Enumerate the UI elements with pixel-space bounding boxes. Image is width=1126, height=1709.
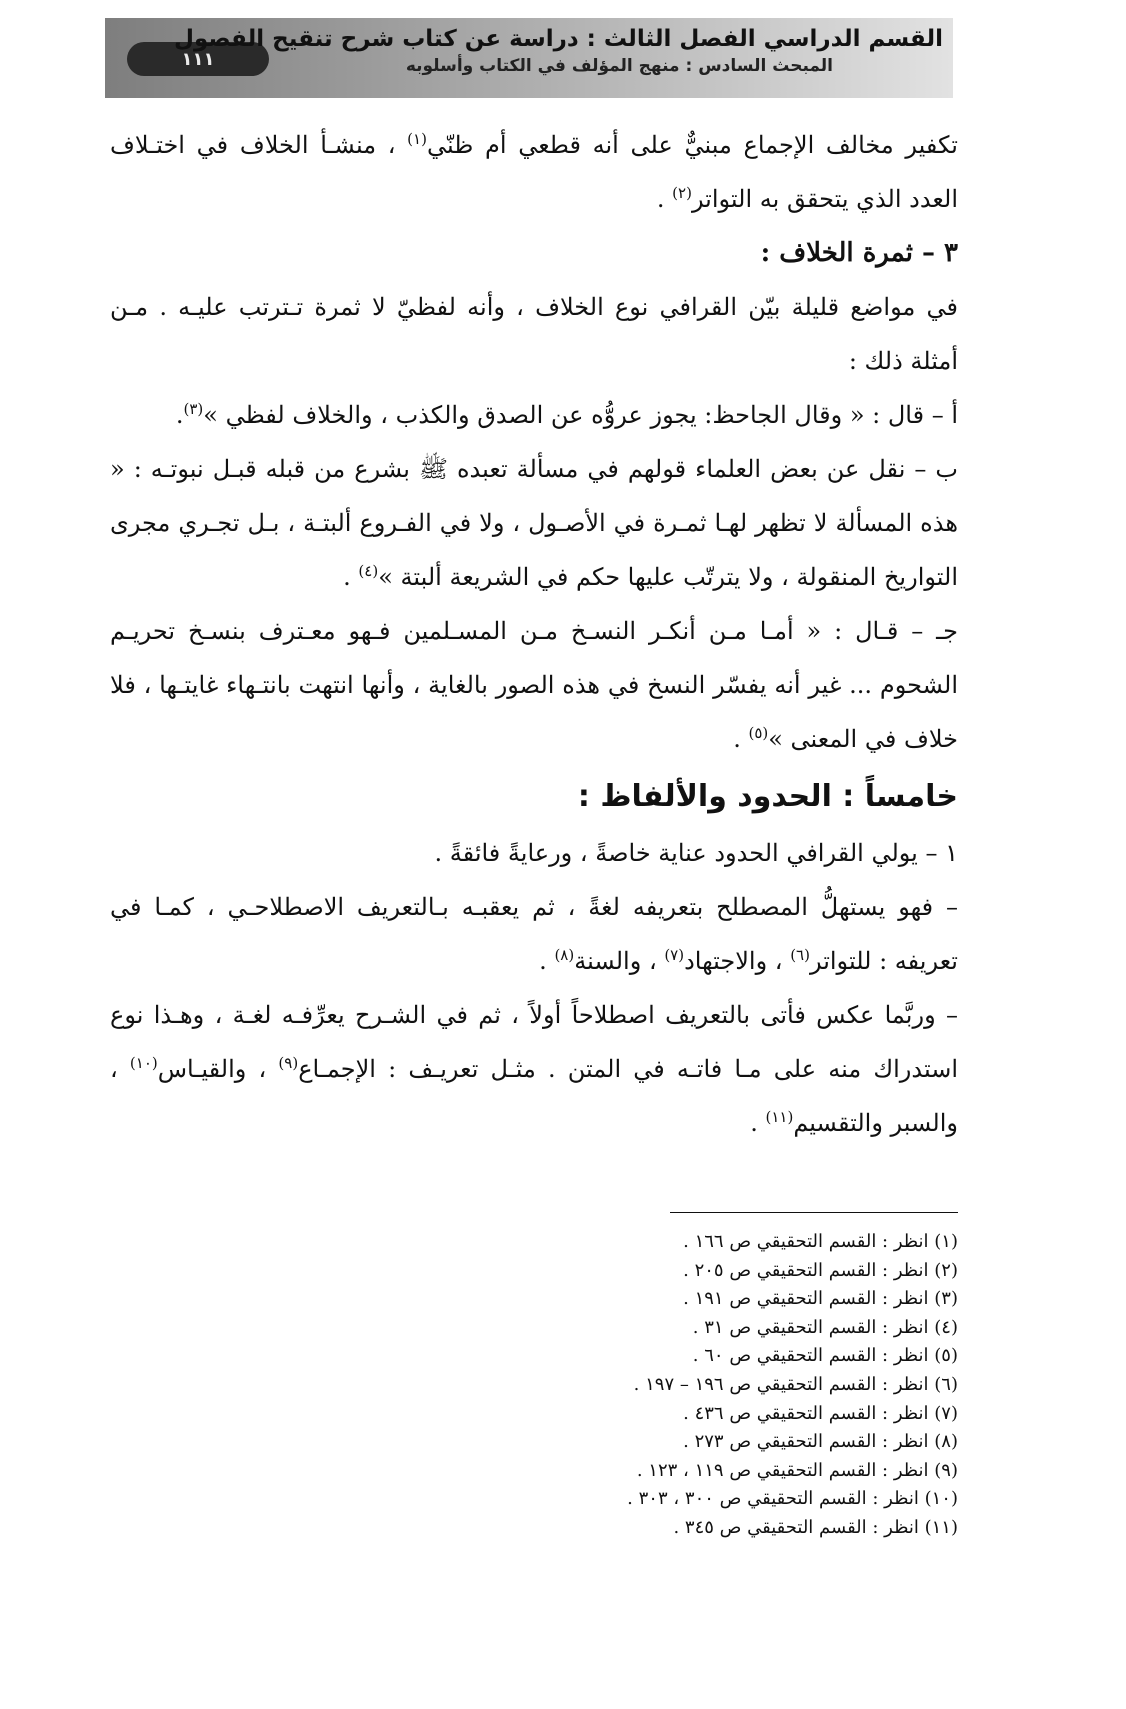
footnote-item: (١٠) انظر : القسم التحقيقي ص ٣٠٠ ، ٣٠٣ . [627, 1488, 958, 1510]
text-run: – فهو يستهلُّ المصطلح بتعريفه لغةً ، ثم يعقبـه بـالتعريف الاصطلاحـي ، كمـا في تعريفه : للتواتر [110, 893, 959, 975]
paragraph-1 [110, 118, 958, 226]
footnote-ref: (٨) [554, 946, 575, 964]
paragraph-6: ١ – يولي القرافي الحدود عناية خاصةً ، ورعايةً فائقةً . [434, 839, 958, 867]
paragraph-5 [110, 604, 958, 766]
footnote-separator [670, 1212, 958, 1213]
text-run: ب – نقل عن بعض العلماء قولهم في مسألة تعبده ﷺ بشرع من قبله قبـل نبوتـه : « هذه المسألة لا تظهر لهـا ثمـرة في الأصـول ، ولا في الفـروع ألبتـة ، بـل تجـري مجرى التواريخ المنقولة ، ولا يترتّب عليها حكم في الشريعة ألبتة » [110, 455, 958, 591]
footnote-ref: (١١) [765, 1108, 794, 1126]
footnote-ref: (٤) [358, 562, 379, 580]
section-heading-definitions: خامساً : الحدود والألفاظ : [577, 779, 958, 814]
paragraph-4 [110, 442, 958, 604]
paragraph-3 [110, 388, 958, 442]
text-run: ، والسنة [574, 947, 665, 975]
header-subsection-title: المبحث السادس : منهج المؤلف في الكتاب وأسلوبه [405, 56, 833, 76]
footnote-item: (١١) انظر : القسم التحقيقي ص ٣٤٥ . [673, 1516, 958, 1538]
footnote-item: (٧) انظر : القسم التحقيقي ص ٤٣٦ . [683, 1402, 958, 1424]
header-section-title: القسم الدراسي الفصل الثالث : دراسة عن كتاب شرح تنقيح الفصول [174, 26, 943, 52]
footnote-ref: (٦) [790, 946, 810, 964]
subheading-fruit-of-dispute: ٣ – ثمرة الخلاف : [760, 238, 958, 268]
text-run: ، والقيـاس [157, 1055, 279, 1083]
footnote-item: (٥) انظر : القسم التحقيقي ص ٦٠ . [692, 1345, 958, 1367]
footnote-item: (٩) انظر : القسم التحقيقي ص ١١٩ ، ١٢٣ . [636, 1459, 958, 1481]
footnote-item: (٢) انظر : القسم التحقيقي ص ٢٠٥ . [683, 1259, 958, 1281]
footnotes [560, 1228, 958, 1543]
footnote-ref: (٥) [748, 724, 769, 742]
text-run: جـ – قـال : « أمـا مـن أنكـر النسـخ مـن المسـلمين فـهو معـترف بنسـخ تحريـم الشحوم ... غير أنه يفسّر النسخ في هذه الصور بالغاية ، وأنها انتهت بانتـهاء غايتـها ، فلا خلاف في المعنى » [110, 617, 958, 753]
footnote-item: (٤) انظر : القسم التحقيقي ص ٣١ . [692, 1316, 958, 1338]
text-run: تكفير مخالف الإجماع مبنيٌّ على أنه قطعي أم ظنّي [426, 131, 958, 159]
footnote-item: (٨) انظر : القسم التحقيقي ص ٢٧٣ . [683, 1431, 958, 1453]
running-header [105, 18, 953, 98]
text-run: ، والاجتهاد [684, 947, 791, 975]
text-run: . [343, 563, 359, 591]
footnote-ref: (٧) [664, 946, 685, 964]
text-run: . [750, 1109, 766, 1137]
text-run: – وربَّما عكس فأتى بالتعريف اصطلاحاً أولاً ، ثم في الشـرح يعرِّفـه لغـة ، وهـذا نوع استدراك منه على مـا فاتـه في المتن . مثـل تعريـف : الإجمـاع [110, 1001, 958, 1083]
footnote-ref: (٩) [278, 1054, 299, 1072]
text-run: . [539, 947, 555, 975]
footnote-ref: (١) [407, 130, 427, 148]
paragraph-8 [110, 988, 958, 1150]
text-run: ، منشـأ الخلاف في اختـلاف العدد الذي يتحقق به التواتر [110, 131, 958, 213]
text-run: . [733, 725, 749, 753]
footnote-ref: (٣) [183, 400, 204, 418]
footnote-item: (٦) انظر : القسم التحقيقي ص ١٩٦ – ١٩٧ . [633, 1373, 958, 1395]
text-run: أ – قال : « وقال الجاحظ: يجوز عروُّه عن الصدق والكذب ، والخلاف لفظي » [203, 401, 958, 429]
footnote-ref: (١٠) [129, 1054, 158, 1072]
page-number: ١١١ [127, 42, 269, 76]
footnote-item: (٣) انظر : القسم التحقيقي ص ١٩١ . [683, 1288, 958, 1310]
paragraph-7 [110, 880, 958, 988]
main-text [110, 118, 958, 1150]
footnote-ref: (٢) [672, 184, 692, 202]
text-run: ، والسبر والتقسيم [110, 1055, 958, 1137]
footnote-item: (١) انظر : القسم التحقيقي ص ١٦٦ . [683, 1231, 958, 1252]
header-titles [174, 26, 943, 76]
text-run: . [175, 401, 184, 429]
paragraph-2: في مواضع قليلة بيّن القرافي نوع الخلاف ، وأنه لفظيّ لا ثمرة تـترتب عليـه . مـن أمثلة ذلك : [110, 293, 958, 375]
text-run: . [656, 185, 673, 213]
